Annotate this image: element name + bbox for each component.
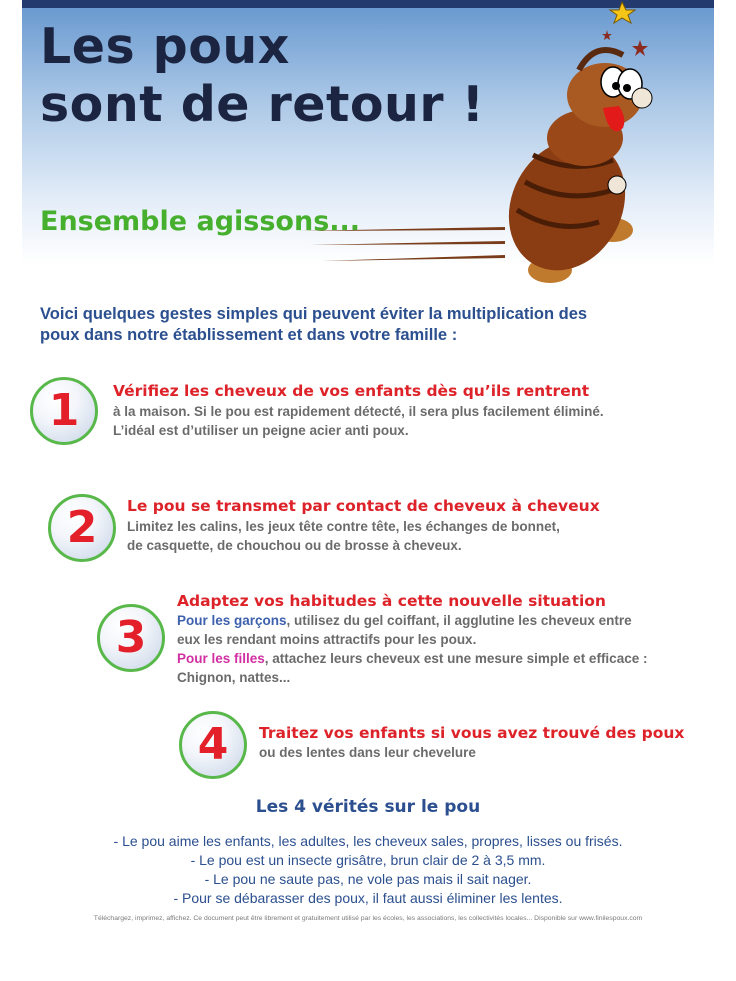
- footer-note: Téléchargez, imprimez, affichez. Ce document peut être librement et gratuitement utilisé par les écoles, les associations, les collectivités locales... Disponible sur www.finilespoux.com: [93, 915, 643, 922]
- step-number-badge: 3: [97, 604, 165, 672]
- intro-text: [40, 304, 700, 346]
- step-body-line: L’idéal est d’utiliser un peigne acier anti poux.: [113, 423, 409, 438]
- boys-text: , utilisez du gel coiffant, il agglutine les cheveux entre: [286, 613, 632, 628]
- intro-line-2: poux dans notre établissement et dans votre famille :: [40, 326, 458, 344]
- step-heading: Adaptez vos habitudes à cette nouvelle situation: [177, 592, 606, 610]
- page-title: [40, 18, 485, 134]
- truth-item: - Le pou ne saute pas, ne vole pas mais il sait nager.: [204, 871, 532, 887]
- step-body-line: ou des lentes dans leur chevelure: [259, 745, 476, 760]
- step-body-line: eux les rendant moins attractifs pour les poux.: [177, 632, 477, 647]
- step-number-badge: 2: [48, 494, 116, 562]
- title-line-2: sont de retour !: [40, 76, 485, 133]
- truths-title: Les 4 vérités sur le pou: [255, 797, 481, 817]
- girls-label: Pour les filles: [177, 651, 265, 666]
- step-heading: Vérifiez les cheveux de vos enfants dès qu’ils rentrent: [113, 382, 590, 400]
- step-heading: Le pou se transmet par contact de cheveux à cheveux: [127, 497, 600, 515]
- step-body: [113, 402, 604, 440]
- truths-list: [0, 832, 736, 908]
- title-line-1: Les poux: [40, 18, 290, 75]
- step-body: [177, 611, 647, 687]
- truth-item: - Le pou est un insecte grisâtre, brun clair de 2 à 3,5 mm.: [190, 852, 546, 868]
- boys-label: Pour les garçons: [177, 613, 287, 628]
- intro-line-1: Voici quelques gestes simples qui peuvent éviter la multiplication des: [40, 305, 588, 323]
- step-body-line: de casquette, de chouchou ou de brosse à cheveux.: [127, 538, 462, 553]
- step-number-badge: 4: [179, 711, 247, 779]
- step-body-line: à la maison. Si le pou est rapidement détecté, il sera plus facilement éliminé.: [113, 404, 604, 419]
- speed-lines-icon: [300, 215, 510, 275]
- cartoon-louse-running-icon: [495, 0, 700, 295]
- step-number-badge: 1: [30, 377, 98, 445]
- step-body-line: Limitez les calins, les jeux tête contre tête, les échanges de bonnet,: [127, 519, 560, 534]
- step-body-line: Chignon, nattes...: [177, 670, 291, 685]
- subtitle: Ensemble agissons...: [40, 206, 361, 237]
- step-heading: Traitez vos enfants si vous avez trouvé des poux: [259, 724, 685, 742]
- truth-item: - Pour se débarasser des poux, il faut aussi éliminer les lentes.: [173, 890, 563, 906]
- girls-text: , attachez leurs cheveux est une mesure simple et efficace :: [264, 651, 648, 666]
- step-body: [127, 517, 560, 555]
- step-body: [259, 743, 476, 762]
- truth-item: - Le pou aime les enfants, les adultes, les cheveux sales, propres, lisses ou frisés.: [113, 833, 623, 849]
